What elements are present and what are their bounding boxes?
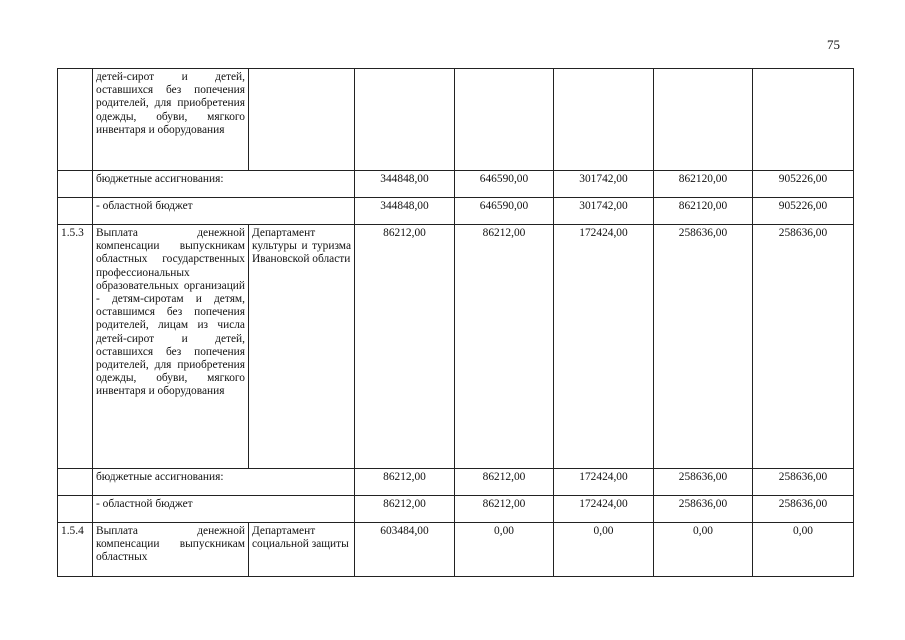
item-description: Выплата денежной компенсации выпускникам областных [93,523,249,577]
table-row [58,469,854,496]
value-cell: 172424,00 [554,225,654,469]
item-number [58,496,93,523]
value-cell: 86212,00 [455,496,554,523]
item-executor: Департамент культуры и туризма Ивановской области [249,225,355,469]
item-number [58,69,93,171]
value-cell: 646590,00 [455,171,554,198]
value-cell: 862120,00 [654,198,753,225]
item-description: Выплата денежной компенсации выпускникам областных государственных профессиональных образовательных организаций - детям-сиротам и детям, оставшимся без попечения родителей, лицам из числа детей-сирот и детей, оставшихся без попечения родителей, для приобретения одежды, обуви, мягкого инвентаря и оборудования [93,225,249,469]
value-cell: 905226,00 [753,171,854,198]
value-cell: 172424,00 [554,496,654,523]
value-cell: 86212,00 [355,496,455,523]
item-executor: Департамент социальной защиты [249,523,355,577]
table-row [58,171,854,198]
value-cell [355,69,455,171]
value-cell: 86212,00 [355,469,455,496]
value-cell: 603484,00 [355,523,455,577]
value-cell: 0,00 [554,523,654,577]
value-cell: 258636,00 [654,225,753,469]
value-cell: 344848,00 [355,198,455,225]
item-number [58,198,93,225]
value-cell: 646590,00 [455,198,554,225]
table-row [58,225,854,469]
value-cell: 301742,00 [554,171,654,198]
value-cell: 862120,00 [654,171,753,198]
table-row [58,523,854,577]
item-number: 1.5.4 [58,523,93,577]
item-executor [249,69,355,171]
value-cell: 344848,00 [355,171,455,198]
value-cell [654,69,753,171]
budget-table [57,68,854,577]
summary-label: - областной бюджет [93,496,355,523]
value-cell: 258636,00 [753,469,854,496]
value-cell: 86212,00 [355,225,455,469]
value-cell: 258636,00 [753,225,854,469]
value-cell: 86212,00 [455,469,554,496]
item-number: 1.5.3 [58,225,93,469]
page-number: 75 [827,37,840,52]
value-cell: 172424,00 [554,469,654,496]
item-number [58,171,93,198]
value-cell: 0,00 [455,523,554,577]
value-cell: 0,00 [753,523,854,577]
value-cell: 301742,00 [554,198,654,225]
summary-label: бюджетные ассигнования: [93,171,355,198]
value-cell: 905226,00 [753,198,854,225]
value-cell [455,69,554,171]
value-cell [753,69,854,171]
summary-label: - областной бюджет [93,198,355,225]
table-row [58,496,854,523]
item-number [58,469,93,496]
value-cell: 86212,00 [455,225,554,469]
value-cell: 258636,00 [753,496,854,523]
value-cell: 0,00 [654,523,753,577]
table-row [58,198,854,225]
item-description: детей-сирот и детей, оставшихся без попечения родителей, для приобретения одежды, обуви, мягкого инвентаря и оборудования [93,69,249,171]
value-cell: 258636,00 [654,469,753,496]
summary-label: бюджетные ассигнования: [93,469,355,496]
value-cell: 258636,00 [654,496,753,523]
value-cell [554,69,654,171]
table-row [58,69,854,171]
